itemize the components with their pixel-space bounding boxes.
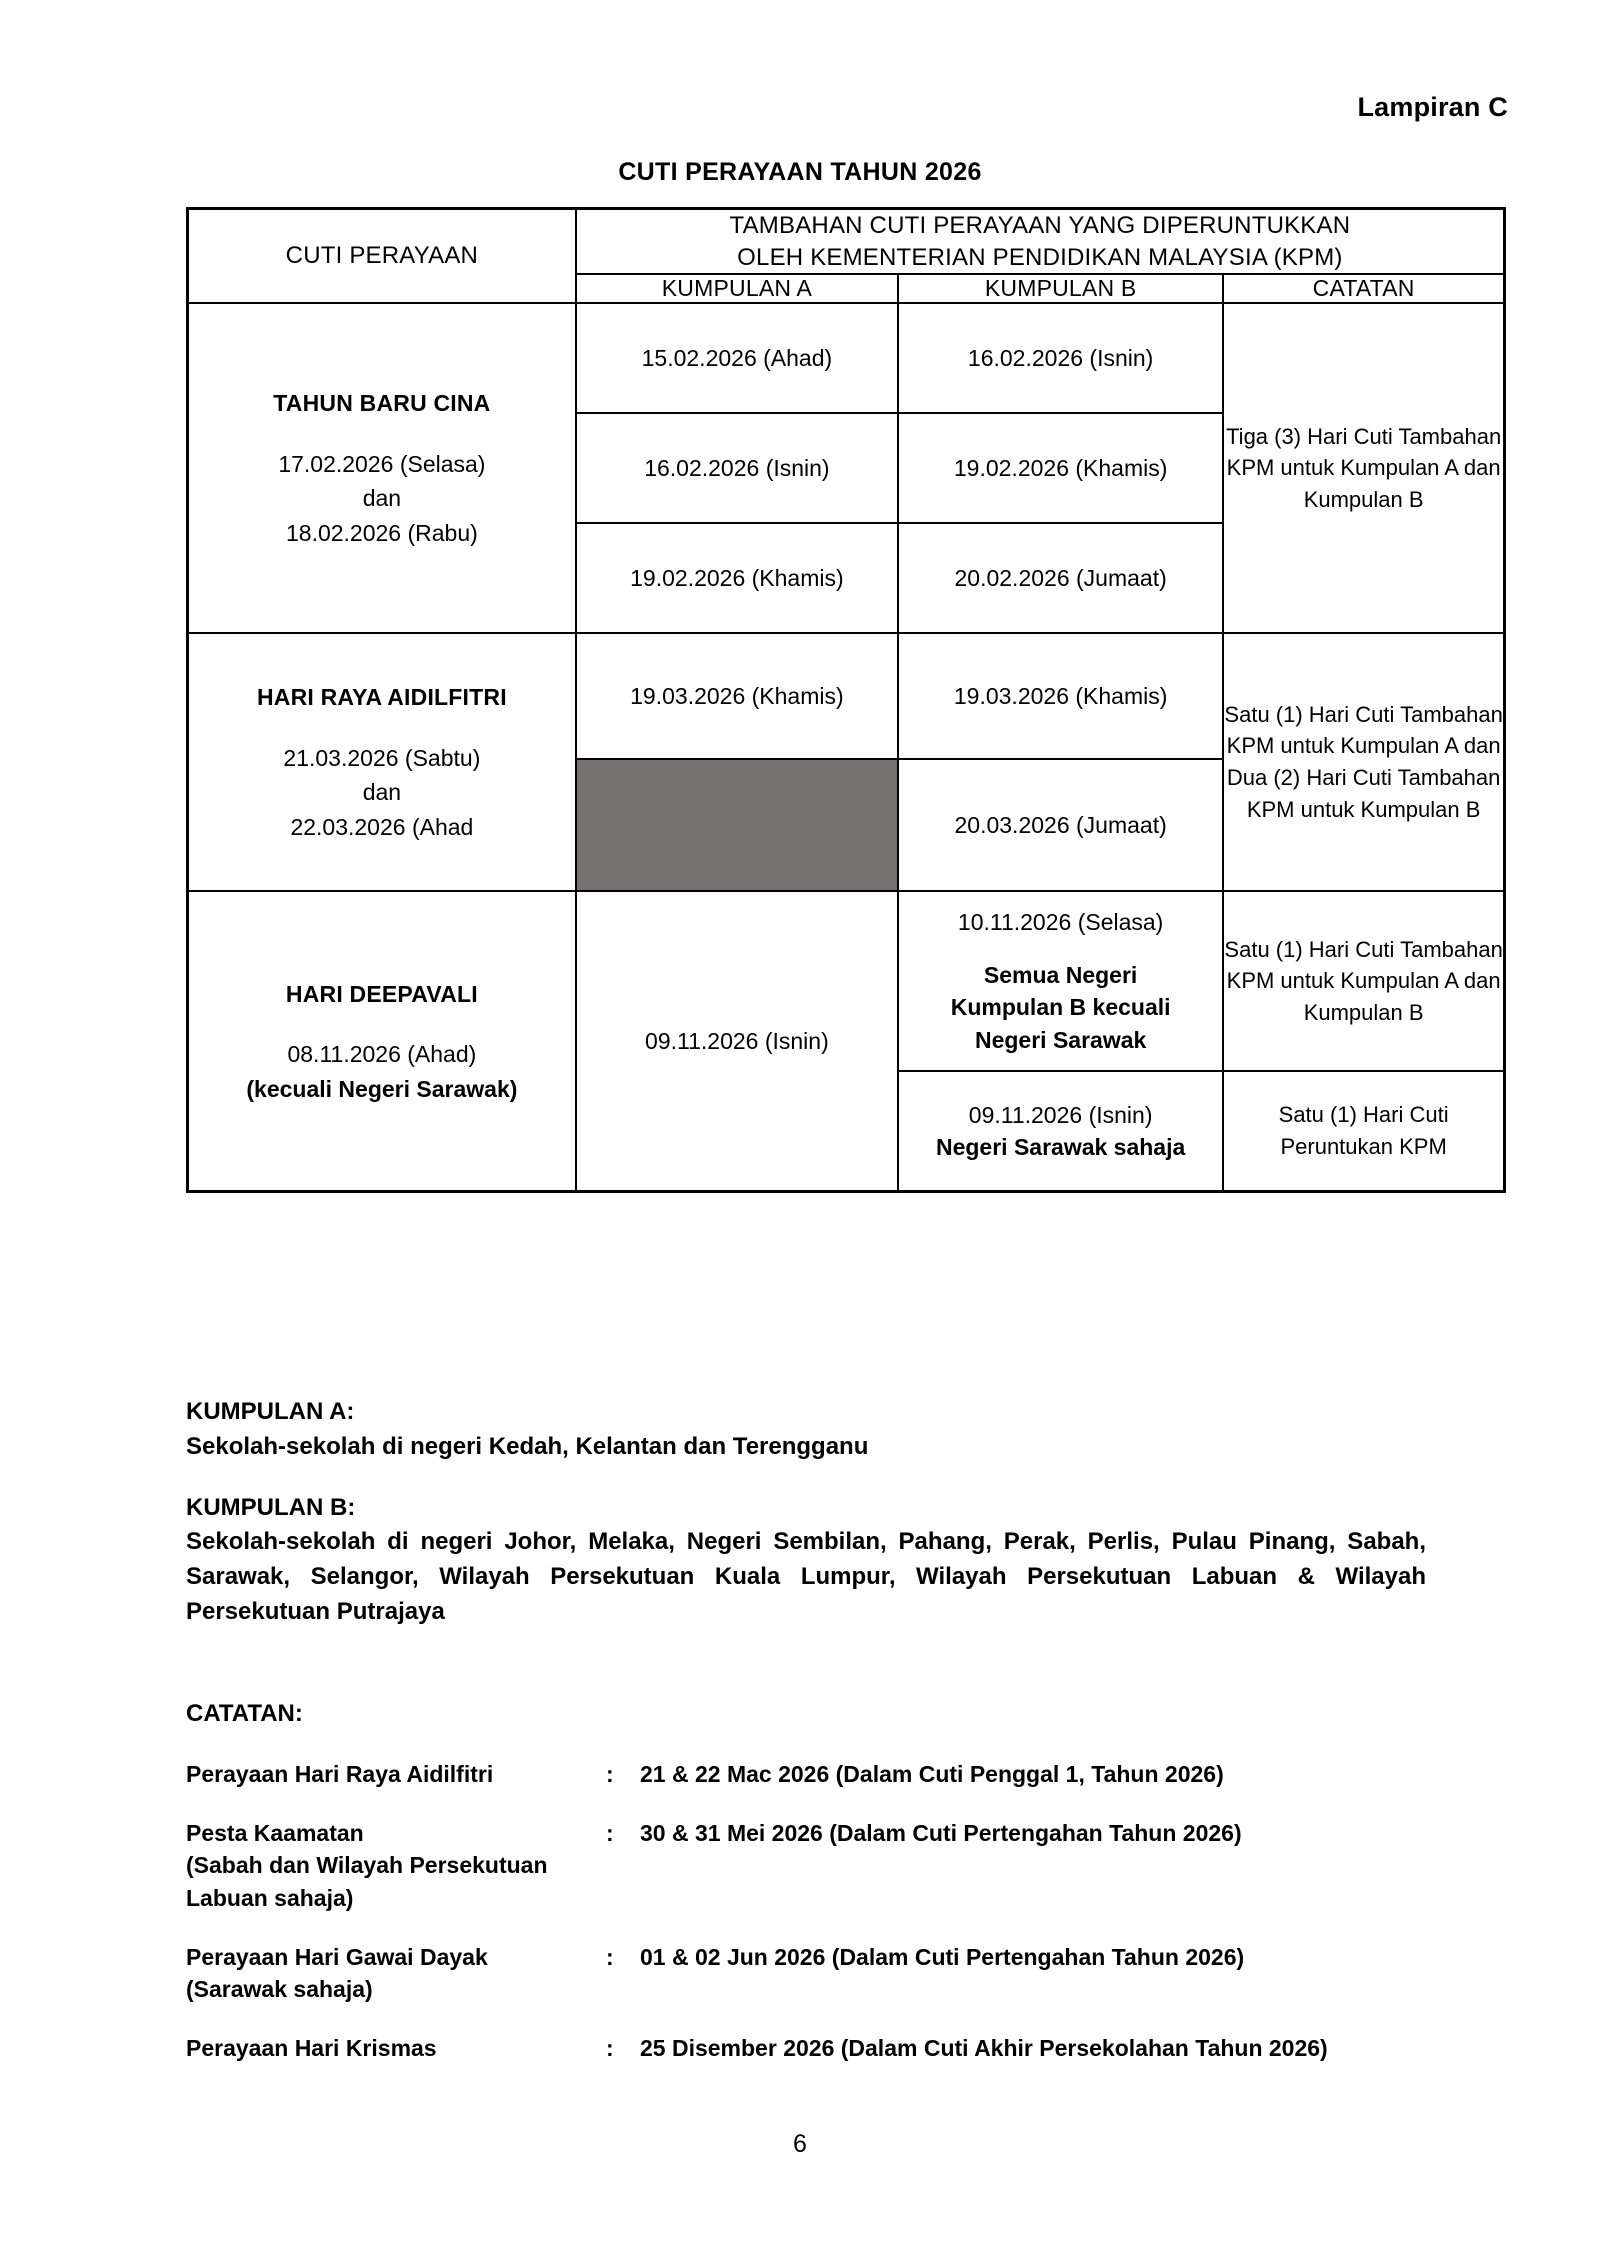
catatan-item <box>186 1758 1486 1791</box>
kumpulan-b-cell: 20.03.2026 (Jumaat) <box>898 759 1223 891</box>
catatan-label-line2: (Sarawak sahaja) <box>186 1976 373 2003</box>
group-definitions <box>186 1395 1426 1656</box>
festival-cell-tahun-baru-cina <box>188 303 576 633</box>
header-tambahan-line1: TAMBAHAN CUTI PERAYAAN YANG DIPERUNTUKKAN <box>729 212 1351 239</box>
festival-date-1: 17.02.2026 (Selasa) <box>278 450 486 477</box>
catatan-colon: : <box>606 1943 614 1970</box>
catatan-item-value: 21 & 22 Mac 2026 (Dalam Cuti Penggal 1, Tahun 2026) <box>640 1761 1224 1787</box>
festival-note: (kecuali Negeri Sarawak) <box>246 1075 518 1102</box>
table-row <box>188 633 1505 759</box>
kumpulan-a-cell: 09.11.2026 (Isnin) <box>576 891 898 1192</box>
spacer <box>899 939 1222 959</box>
catatan-cell: Satu (1) Hari Cuti Tambahan KPM untuk Kumpulan A dan Dua (2) Hari Cuti Tambahan KPM untuk Kumpulan B <box>1223 633 1504 891</box>
catatan-colon: : <box>606 2034 614 2061</box>
kumpulan-b-date: 10.11.2026 (Selasa) <box>957 909 1164 936</box>
catatan-colon: : <box>606 1819 614 1846</box>
catatan-item-label <box>186 2032 606 2065</box>
table-row <box>188 303 1505 413</box>
header-cell-catatan: CATATAN <box>1223 274 1504 303</box>
header-cell-tambahan-kpm <box>576 209 1505 275</box>
festival-conjunction: dan <box>362 779 402 806</box>
kumpulan-b-note-line1: Semua Negeri <box>983 961 1138 988</box>
catatan-label-line1: Perayaan Hari Krismas <box>186 2034 437 2061</box>
kumpulan-a-cell-blocked <box>576 759 898 891</box>
catatan-item-label <box>186 1817 606 1915</box>
festival-conjunction: dan <box>362 485 402 512</box>
festival-date-1: 08.11.2026 (Ahad) <box>287 1041 477 1068</box>
catatan-item <box>186 1817 1486 1915</box>
cuti-perayaan-table <box>186 207 1506 1193</box>
kumpulan-a-definition <box>186 1395 1426 1465</box>
festival-date-1: 21.03.2026 (Sabtu) <box>283 744 481 771</box>
festival-name: HARI DEEPAVALI <box>285 980 478 1007</box>
page-number: 6 <box>793 2130 807 2158</box>
catatan-heading: CATATAN: <box>186 1700 303 1727</box>
header-cell-kumpulan-a: KUMPULAN A <box>576 274 898 303</box>
festival-date-2: 18.02.2026 (Rabu) <box>285 519 478 546</box>
kumpulan-a-cell: 19.03.2026 (Khamis) <box>576 633 898 759</box>
kumpulan-b-definition <box>186 1491 1426 1630</box>
table-header-row-1 <box>188 209 1505 275</box>
kumpulan-a-cell: 15.02.2026 (Ahad) <box>576 303 898 413</box>
catatan-section <box>186 1700 1486 2091</box>
catatan-item-label <box>186 1758 606 1791</box>
kumpulan-a-cell: 16.02.2026 (Isnin) <box>576 413 898 523</box>
kumpulan-b-cell: 19.02.2026 (Khamis) <box>898 413 1223 523</box>
kumpulan-b-cell: 19.03.2026 (Khamis) <box>898 633 1223 759</box>
catatan-label-line1: Pesta Kaamatan <box>186 1819 364 1846</box>
kumpulan-b-text: Sekolah-sekolah di negeri Johor, Melaka, Negeri Sembilan, Pahang, Perak, Perlis, Pulau Pinang, Sabah, Sarawak, Selangor, Wilayah Persekutuan Kuala Lumpur, Wilayah Persekutuan Labuan & Wilayah Persekutuan Putrajaya <box>186 1528 1426 1625</box>
header-cell-kumpulan-b: KUMPULAN B <box>898 274 1223 303</box>
kumpulan-b-cell: 16.02.2026 (Isnin) <box>898 303 1223 413</box>
kumpulan-a-label: KUMPULAN A: <box>186 1398 355 1425</box>
catatan-cell: Tiga (3) Hari Cuti Tambahan KPM untuk Kumpulan A dan Kumpulan B <box>1223 303 1504 633</box>
kumpulan-b-label: KUMPULAN B: <box>186 1493 356 1521</box>
page-title: CUTI PERAYAAN TAHUN 2026 <box>618 158 982 186</box>
header-cell-cuti-perayaan: CUTI PERAYAAN <box>188 209 576 304</box>
catatan-item <box>186 2032 1486 2065</box>
kumpulan-b-note-line3: Negeri Sarawak <box>974 1027 1147 1053</box>
festival-name: TAHUN BARU CINA <box>273 390 491 417</box>
kumpulan-b-note: Negeri Sarawak sahaja <box>935 1134 1186 1161</box>
table-row <box>188 891 1505 1071</box>
catatan-label-line1: Perayaan Hari Gawai Dayak <box>186 1943 488 1970</box>
catatan-cell: Satu (1) Hari Cuti Tambahan KPM untuk Kumpulan A dan Kumpulan B <box>1223 891 1504 1071</box>
catatan-item-value: 25 Disember 2026 (Dalam Cuti Akhir Persekolahan Tahun 2026) <box>640 2034 1328 2061</box>
catatan-colon: : <box>606 1761 614 1787</box>
kumpulan-b-date: 09.11.2026 (Isnin) <box>968 1101 1153 1128</box>
festival-name: HARI RAYA AIDILFITRI <box>257 684 507 711</box>
catatan-label-line1: Perayaan Hari Raya Aidilfitri <box>186 1761 494 1787</box>
cuti-perayaan-table-wrap <box>186 207 1506 1193</box>
catatan-cell: Satu (1) Hari Cuti Peruntukan KPM <box>1223 1071 1504 1192</box>
catatan-item-value: 30 & 31 Mei 2026 (Dalam Cuti Pertengahan Tahun 2026) <box>640 1819 1242 1846</box>
catatan-item-value: 01 & 02 Jun 2026 (Dalam Cuti Pertengahan Tahun 2026) <box>640 1943 1245 1970</box>
kumpulan-a-text: Sekolah-sekolah di negeri Kedah, Kelantan dan Terengganu <box>186 1432 869 1460</box>
header-tambahan-line2: OLEH KEMENTERIAN PENDIDIKAN MALAYSIA (KPM) <box>737 243 1343 271</box>
kumpulan-b-note-line2: Kumpulan B kecuali <box>950 994 1171 1021</box>
catatan-label-line2: (Sabah dan Wilayah Persekutuan Labuan sahaja) <box>186 1852 548 1911</box>
festival-cell-hari-raya-aidilfitri <box>188 633 576 891</box>
festival-cell-hari-deepavali <box>188 891 576 1192</box>
kumpulan-b-cell: 20.02.2026 (Jumaat) <box>898 523 1223 633</box>
catatan-item-label <box>186 1941 606 2006</box>
festival-date-2: 22.03.2026 (Ahad <box>290 813 474 840</box>
kumpulan-a-cell: 19.02.2026 (Khamis) <box>576 523 898 633</box>
kumpulan-b-cell <box>898 891 1223 1071</box>
lampiran-label: Lampiran C <box>1357 92 1508 122</box>
kumpulan-b-cell <box>898 1071 1223 1192</box>
catatan-item <box>186 1941 1486 2006</box>
